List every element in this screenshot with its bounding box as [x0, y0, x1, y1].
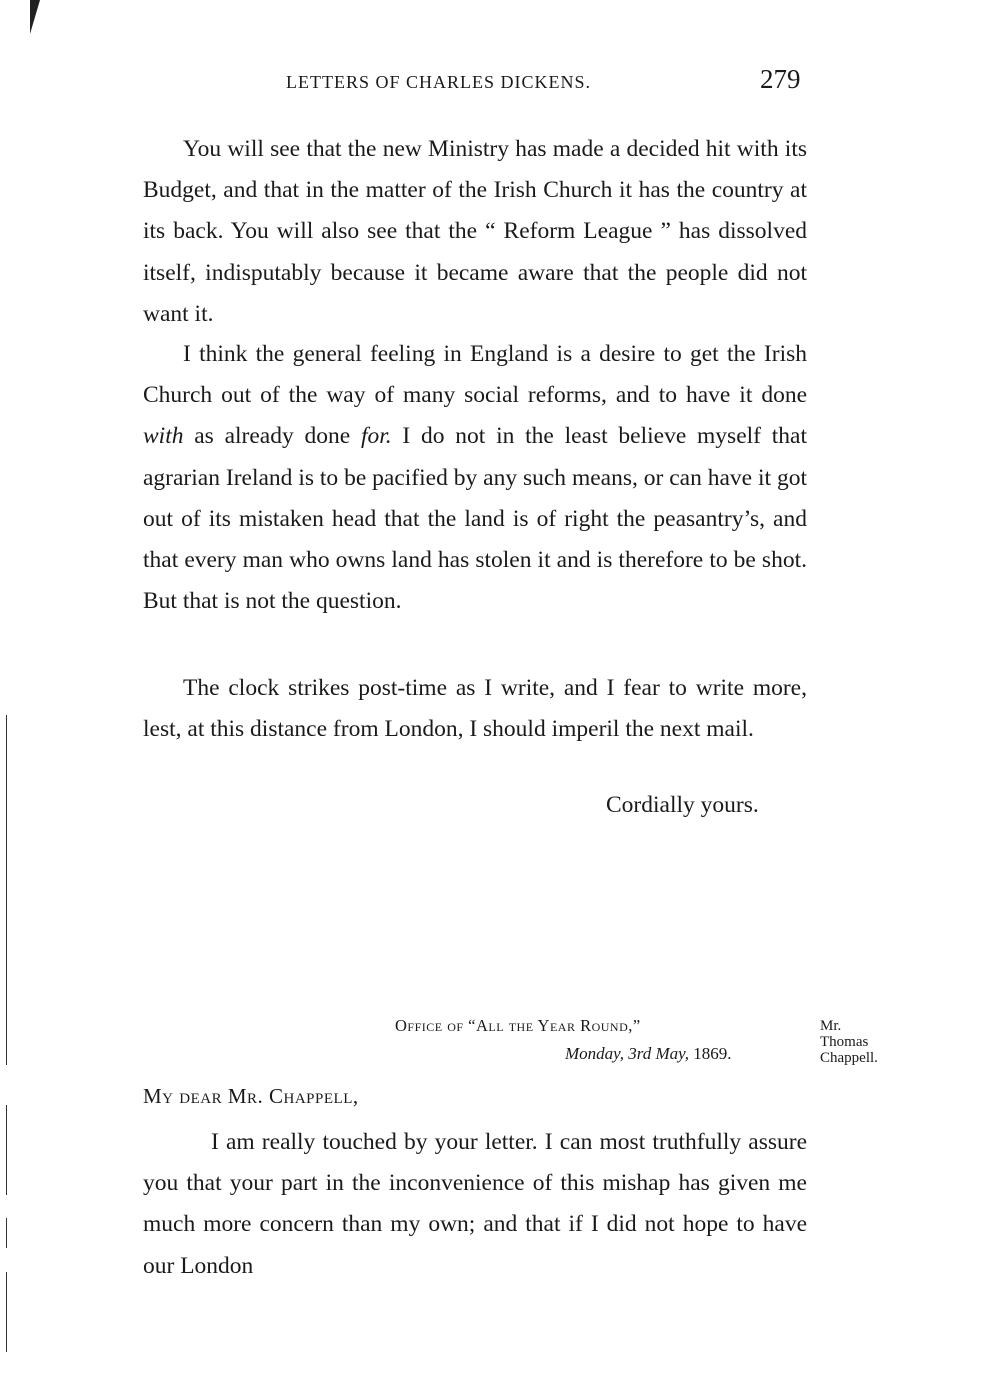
- scan-gutter-line: [6, 1272, 7, 1352]
- page-number: 279: [760, 64, 801, 94]
- paragraph-4: I am really touched by your letter. I can most truthfully assure you that your part in the inconvenience of this mishap has given me much more concern than my own; and that if I did not hope to have our London: [143, 1129, 807, 1279]
- salutation: My dear Mr. Chappell,: [143, 1084, 359, 1108]
- signoff: Cordially yours.: [606, 792, 759, 818]
- scan-gutter-line: [6, 715, 7, 1065]
- paragraph-1: You will see that the new Ministry has made a decided hit with its Budget, and that in the matter of the Irish Church it has the country at its back. You will also see that the “ Reform League ” has dissolved itself, indisputably because it became aware that the people did not want it.: [143, 136, 807, 327]
- running-head: LETTERS OF CHARLES DICKENS.: [286, 72, 592, 92]
- paragraph-2-part-a: I think the general feeling in England is a desire to get the Irish Church out of the way of many social reforms, and to have it done: [143, 341, 807, 409]
- paragraph-3: The clock strikes post-time as I write, and I fear to write more, lest, at this distance from London, I should imperil the next mail.: [143, 675, 807, 743]
- paragraph-2-part-c: I do not in the least believe myself that agrarian Ireland is to be pacified by any such means, or can have it got out of its mistaken head that the land is of right the peasantry’s, and that every man who owns land has stolen it and is therefore to be shot. But that is not the question.: [143, 423, 807, 615]
- paragraph-2-part-b: as already done: [183, 423, 361, 450]
- side-note-line: Mr.: [820, 1018, 842, 1034]
- emphasis-for: for.: [360, 423, 392, 450]
- scan-gutter-line: [6, 1105, 7, 1195]
- scan-gutter-line: [6, 1218, 7, 1248]
- side-note-line: Thomas: [820, 1034, 869, 1050]
- letter-date-year: 1869.: [689, 1044, 732, 1063]
- emphasis-with: with: [143, 423, 184, 450]
- letter-date: [565, 1044, 732, 1064]
- side-note-line: Chappell.: [820, 1050, 878, 1066]
- recipient-side-note: [820, 1018, 878, 1066]
- letter-address: Office of “All the Year Round,”: [395, 1016, 641, 1035]
- paragraph-2: [143, 334, 807, 622]
- letter-date-day: Monday, 3rd May,: [565, 1044, 690, 1063]
- scan-corner-mark: [30, 0, 40, 34]
